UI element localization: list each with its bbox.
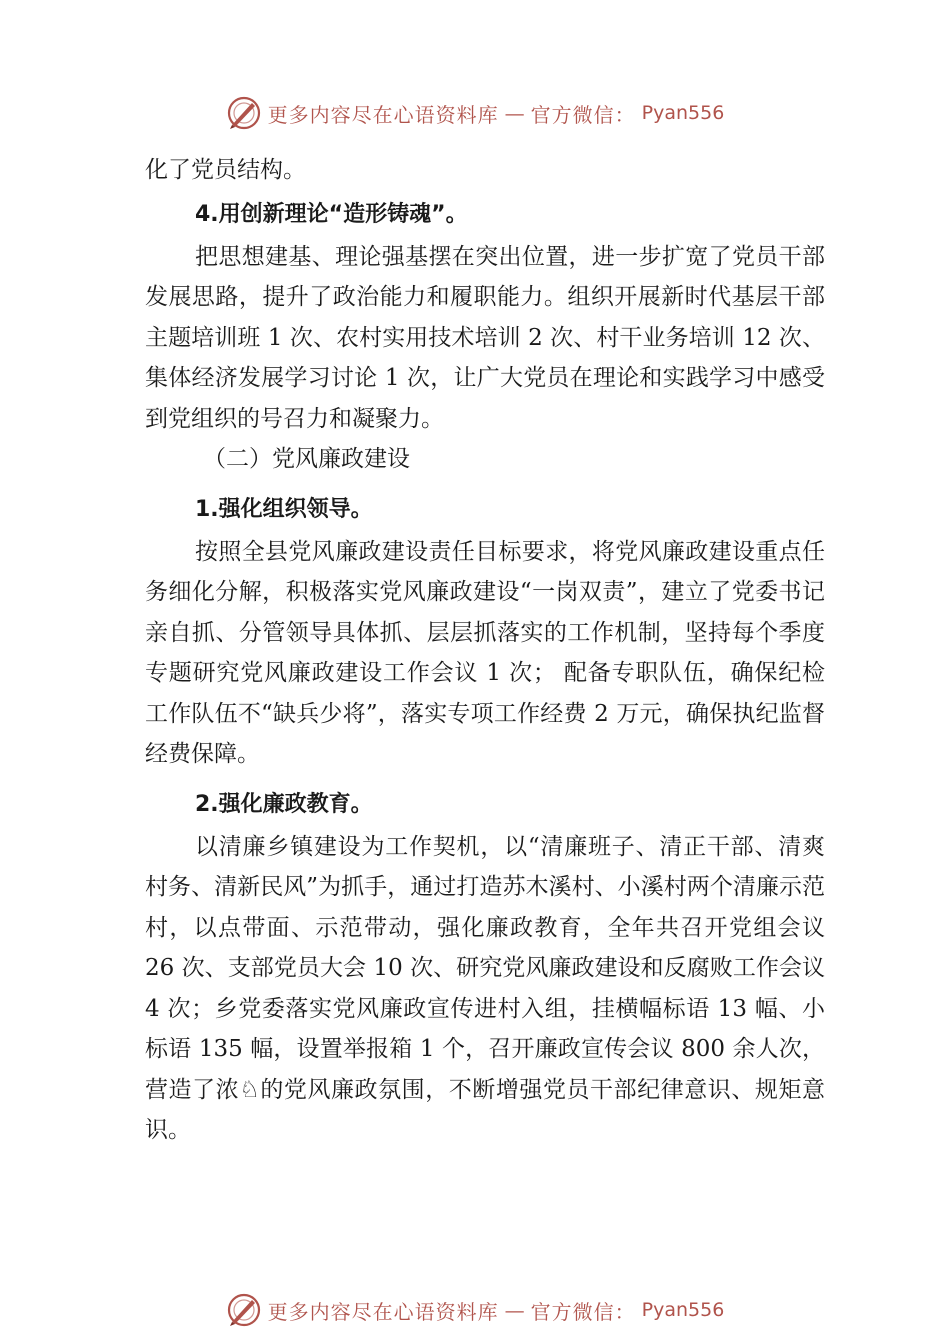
- watermark-wechat-label: 官方微信：: [530, 1299, 636, 1324]
- pen-quill-icon: [226, 95, 262, 131]
- document-body: [145, 150, 825, 1151]
- paragraph-theory-training: 把思想建基、理论强基摆在突出位置，进一步扩宽了党员干部发展思路，提升了政治能力和履职能力。组织开展新时代基层干部主题培训班 1 次、农村实用技术培训 2 次、村干业务培训 12 次、集体经济发展学习讨论 1 次，让广大党员在理论和实践学习中感受到党组织的号召力和凝聚力。: [145, 243, 825, 432]
- heading-innovative-theory: 4.用创新理论“造形铸魂”。: [195, 201, 468, 227]
- watermark-text: 更多内容尽在心语资料库: [267, 1299, 499, 1324]
- watermark-wechat-id: Pyan556: [641, 1299, 725, 1321]
- section-title-clean-governance: （二）党风廉政建设: [203, 446, 410, 472]
- heading-integrity-education: 2.强化廉政教育。: [195, 791, 373, 817]
- heading-strengthen-leadership: 1.强化组织领导。: [195, 496, 373, 522]
- paragraph-continuation: 化了党员结构。: [145, 157, 306, 183]
- watermark-text: 更多内容尽在心语资料库: [267, 102, 499, 127]
- watermark-wechat-id: Pyan556: [641, 102, 725, 124]
- watermark-wechat-label: 官方微信：: [530, 102, 636, 127]
- pen-quill-icon: [226, 1292, 262, 1328]
- footer-watermark: [0, 1290, 950, 1330]
- paragraph-integrity-education: 以清廉乡镇建设为工作契机，以“清廉班子、清正干部、清爽村务、清新民风”为抓手，通过打造苏木溪村、小溪村两个清廉示范村，以点带面、示范带动，强化廉政教育，全年共召开党组会议 26 次、支部党员大会 10 次、研究党风廉政建设和反腐败工作会议 4 次；乡党委落实党风廉政宣传进村入组，挂横幅标语 13 幅、小标语 135 幅，设置举报箱 1 个，召开廉政宣传会议 800 余人次，营造了浓♘的党风廉政氛围，不断增强党员干部纪律意识、规矩意识。: [145, 833, 825, 1143]
- watermark-separator: —: [504, 1298, 525, 1322]
- paragraph-leadership: 按照全县党风廉政建设责任目标要求，将党风廉政建设重点任务细化分解，积极落实党风廉政建设“一岗双责”，建立了党委书记亲自抓、分管领导具体抓、层层抓落实的工作机制，坚持每个季度专题研究党风廉政建设工作会议 1 次； 配备专职队伍，确保纪检工作队伍不“缺兵少将”，落实专项工作经费 2 万元，确保执纪监督经费保障。: [145, 538, 825, 767]
- watermark-separator: —: [504, 101, 525, 125]
- header-watermark: [0, 93, 950, 133]
